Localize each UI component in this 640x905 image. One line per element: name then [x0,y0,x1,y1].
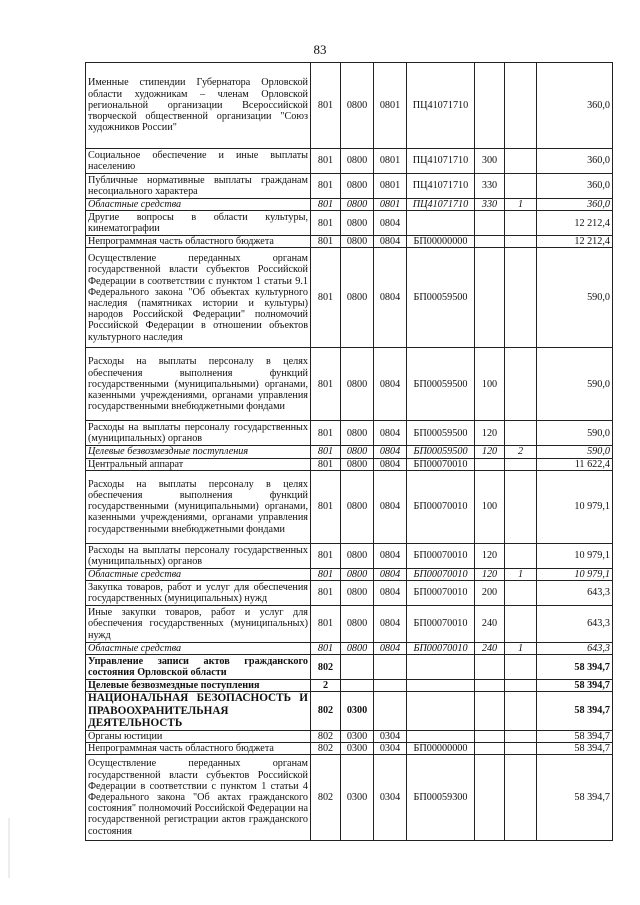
col-source-code [505,680,537,692]
col-target-article: ПЦ41071710 [407,199,475,211]
row-name: Публичные нормативные выплаты гражданам несоциального характера [86,174,311,199]
col-subsection-code: 0801 [374,149,407,174]
col-section-code: 0800 [341,63,374,149]
col-target-article: БП00070010 [407,643,475,655]
col-subsection-code: 0804 [374,348,407,421]
col-target-article [407,730,475,742]
row-name: Расходы на выплаты персоналу государственных (муниципальных) органов [86,421,311,446]
col-amount: 643,3 [537,581,613,606]
col-source-code: 1 [505,199,537,211]
col-subsection-code: 0304 [374,730,407,742]
table-row [86,755,613,841]
col-section-code: 0800 [341,199,374,211]
col-subsection-code: 0801 [374,174,407,199]
col-source-code [505,63,537,149]
col-ministry-code: 802 [311,655,341,680]
col-section-code: 0800 [341,446,374,458]
col-ministry-code: 801 [311,643,341,655]
col-expense-type: 120 [475,421,505,446]
page-number: 83 [313,42,327,57]
table-row [86,63,613,149]
row-name: Областные средства [86,643,311,655]
table-row [86,248,613,348]
col-subsection-code [374,680,407,692]
col-section-code: 0800 [341,543,374,568]
row-name: Областные средства [86,568,311,580]
col-subsection-code: 0801 [374,63,407,149]
col-source-code [505,236,537,248]
col-source-code [505,248,537,348]
col-subsection-code: 0804 [374,248,407,348]
table-row [86,742,613,754]
col-section-code: 0800 [341,568,374,580]
col-source-code [505,692,537,730]
col-amount: 10 979,1 [537,543,613,568]
row-name: Центральный аппарат [86,458,311,470]
col-expense-type [475,730,505,742]
table-row [86,643,613,655]
row-name: Осуществление переданных органам государственной власти субъектов Российской Федерации в соответствии с пунктом 1 статьи 9.1 Федерального закона "Об объектах культурного наследия (памятниках истории и культуры) народов Российской Федерации" полномочий Российской Федерации в отношении объектов культурного наследия [86,248,311,348]
col-source-code [505,755,537,841]
col-target-article: БП00059300 [407,755,475,841]
budget-table [85,62,613,841]
row-name: Другие вопросы в области культуры, кинематографии [86,211,311,236]
table-row [86,470,613,543]
col-ministry-code: 801 [311,421,341,446]
row-name: Социальное обеспечение и иные выплаты населению [86,149,311,174]
col-amount: 590,0 [537,348,613,421]
col-expense-type [475,211,505,236]
col-amount: 360,0 [537,63,613,149]
col-section-code: 0800 [341,174,374,199]
col-target-article [407,211,475,236]
col-target-article: БП00059500 [407,248,475,348]
col-amount: 643,3 [537,606,613,643]
col-expense-type: 240 [475,643,505,655]
col-ministry-code: 2 [311,680,341,692]
col-subsection-code: 0804 [374,211,407,236]
col-expense-type [475,248,505,348]
col-section-code [341,655,374,680]
col-ministry-code: 801 [311,568,341,580]
col-section-code: 0800 [341,348,374,421]
table-row [86,680,613,692]
table-row [86,236,613,248]
col-ministry-code: 801 [311,199,341,211]
row-name: Управление записи актов гражданского состояния Орловской области [86,655,311,680]
col-section-code: 0300 [341,692,374,730]
col-source-code: 1 [505,568,537,580]
col-subsection-code [374,655,407,680]
row-name: Закупка товаров, работ и услуг для обеспечения государственных (муниципальных) нужд [86,581,311,606]
col-amount: 360,0 [537,149,613,174]
col-source-code [505,211,537,236]
table-row [86,655,613,680]
table-row [86,730,613,742]
col-amount: 10 979,1 [537,568,613,580]
col-target-article [407,680,475,692]
col-subsection-code [374,692,407,730]
col-amount: 590,0 [537,421,613,446]
col-expense-type: 120 [475,568,505,580]
col-expense-type [475,692,505,730]
col-section-code: 0800 [341,149,374,174]
table-row [86,348,613,421]
col-section-code: 0800 [341,581,374,606]
col-ministry-code: 801 [311,470,341,543]
row-name: Непрограммная часть областного бюджета [86,236,311,248]
col-ministry-code: 802 [311,755,341,841]
col-expense-type [475,458,505,470]
col-target-article [407,655,475,680]
col-ministry-code: 801 [311,174,341,199]
row-name: Областные средства [86,199,311,211]
col-target-article: БП00059500 [407,421,475,446]
col-expense-type [475,655,505,680]
col-target-article: ПЦ41071710 [407,174,475,199]
table-row [86,421,613,446]
col-ministry-code: 801 [311,458,341,470]
row-name: Целевые безвозмездные поступления [86,446,311,458]
table-row [86,568,613,580]
row-name: Непрограммная часть областного бюджета [86,742,311,754]
col-target-article: БП00000000 [407,236,475,248]
col-subsection-code: 0804 [374,606,407,643]
col-section-code: 0800 [341,421,374,446]
col-section-code: 0300 [341,755,374,841]
col-expense-type: 330 [475,199,505,211]
col-source-code [505,174,537,199]
col-target-article: ПЦ41071710 [407,63,475,149]
col-source-code [505,543,537,568]
col-ministry-code: 802 [311,742,341,754]
col-subsection-code: 0304 [374,742,407,754]
col-ministry-code: 801 [311,606,341,643]
col-ministry-code: 801 [311,248,341,348]
col-expense-type [475,742,505,754]
col-amount: 58 394,7 [537,680,613,692]
col-amount: 12 212,4 [537,211,613,236]
col-source-code [505,149,537,174]
col-expense-type: 100 [475,470,505,543]
col-source-code [505,348,537,421]
col-target-article: ПЦ41071710 [407,149,475,174]
col-expense-type [475,236,505,248]
col-source-code [505,470,537,543]
col-amount: 58 394,7 [537,742,613,754]
table-row [86,692,613,730]
col-amount: 11 622,4 [537,458,613,470]
col-amount: 590,0 [537,248,613,348]
col-target-article: БП00070010 [407,568,475,580]
col-expense-type: 120 [475,446,505,458]
col-source-code [505,730,537,742]
col-expense-type [475,680,505,692]
col-amount: 360,0 [537,174,613,199]
col-source-code [505,655,537,680]
row-name: Расходы на выплаты персоналу в целях обеспечения выполнения функций государственными (муниципальными) органами, казенными учреждениями, органами управления государственными внебюджетными фондами [86,470,311,543]
col-expense-type: 100 [475,348,505,421]
col-section-code: 0800 [341,470,374,543]
col-section-code: 0800 [341,643,374,655]
row-name: Органы юстиции [86,730,311,742]
col-target-article: БП00059500 [407,348,475,421]
table-row [86,199,613,211]
table-row [86,606,613,643]
col-expense-type: 240 [475,606,505,643]
col-section-code: 0300 [341,730,374,742]
col-amount: 590,0 [537,446,613,458]
row-name: Именные стипендии Губернатора Орловской области художникам – членам Орловской региональной организации Всероссийской творческой общественной организации "Союз художников России" [86,63,311,149]
col-amount: 643,3 [537,643,613,655]
col-amount: 58 394,7 [537,755,613,841]
col-source-code [505,458,537,470]
col-source-code [505,581,537,606]
row-name: Расходы на выплаты персоналу государственных (муниципальных) органов [86,543,311,568]
col-source-code [505,606,537,643]
col-expense-type [475,755,505,841]
col-subsection-code: 0804 [374,236,407,248]
row-name: Иные закупки товаров, работ и услуг для обеспечения государственных (муниципальных) нужд [86,606,311,643]
row-name: Целевые безвозмездные поступления [86,680,311,692]
col-subsection-code: 0304 [374,755,407,841]
col-ministry-code: 801 [311,211,341,236]
col-subsection-code: 0804 [374,470,407,543]
col-section-code: 0800 [341,236,374,248]
row-name: НАЦИОНАЛЬНАЯ БЕЗОПАСНОСТЬ И ПРАВООХРАНИТЕЛЬНАЯ ДЕЯТЕЛЬНОСТЬ [86,692,311,730]
col-amount: 12 212,4 [537,236,613,248]
col-ministry-code: 801 [311,63,341,149]
col-subsection-code: 0804 [374,581,407,606]
col-source-code [505,421,537,446]
col-ministry-code: 801 [311,446,341,458]
col-section-code: 0300 [341,742,374,754]
col-section-code: 0800 [341,211,374,236]
col-amount: 10 979,1 [537,470,613,543]
col-ministry-code: 801 [311,236,341,248]
col-ministry-code: 802 [311,730,341,742]
col-ministry-code: 801 [311,348,341,421]
col-expense-type: 330 [475,174,505,199]
col-subsection-code: 0804 [374,458,407,470]
col-target-article: БП00070010 [407,470,475,543]
col-ministry-code: 801 [311,149,341,174]
col-ministry-code: 801 [311,543,341,568]
table-row [86,149,613,174]
col-ministry-code: 801 [311,581,341,606]
col-section-code [341,680,374,692]
col-source-code: 1 [505,643,537,655]
col-target-article: БП00070010 [407,581,475,606]
table-row [86,581,613,606]
col-expense-type: 120 [475,543,505,568]
col-subsection-code: 0804 [374,446,407,458]
col-amount: 58 394,7 [537,692,613,730]
budget-rows [86,63,613,841]
col-subsection-code: 0804 [374,543,407,568]
col-subsection-code: 0804 [374,568,407,580]
col-section-code: 0800 [341,248,374,348]
col-section-code: 0800 [341,458,374,470]
col-amount: 58 394,7 [537,655,613,680]
col-source-code: 2 [505,446,537,458]
col-target-article: БП00059500 [407,446,475,458]
col-subsection-code: 0804 [374,643,407,655]
col-amount: 58 394,7 [537,730,613,742]
table-row [86,446,613,458]
table-row [86,543,613,568]
row-name: Расходы на выплаты персоналу в целях обеспечения выполнения функций государственными (муниципальными) органами, казенными учреждениями, органами управления государственными внебюджетными фондами [86,348,311,421]
col-target-article: БП00070010 [407,543,475,568]
col-target-article: БП00070010 [407,606,475,643]
col-target-article [407,692,475,730]
table-row [86,211,613,236]
col-section-code: 0800 [341,606,374,643]
col-subsection-code: 0804 [374,421,407,446]
table-row [86,458,613,470]
col-expense-type: 300 [475,149,505,174]
row-name: Осуществление переданных органам государственной власти субъектов Российской Федерации в соответствии с пунктом 1 статьи 4 Федерального закона "Об актах гражданского состояния" полномочий Российской Федерации на государственной регистрации актов гражданского состояния [86,755,311,841]
col-target-article: БП00070010 [407,458,475,470]
col-subsection-code: 0801 [374,199,407,211]
table-row [86,174,613,199]
col-source-code [505,742,537,754]
col-expense-type [475,63,505,149]
scan-margin-mark [8,818,10,878]
col-target-article: БП00000000 [407,742,475,754]
col-amount: 360,0 [537,199,613,211]
col-ministry-code: 802 [311,692,341,730]
col-expense-type: 200 [475,581,505,606]
